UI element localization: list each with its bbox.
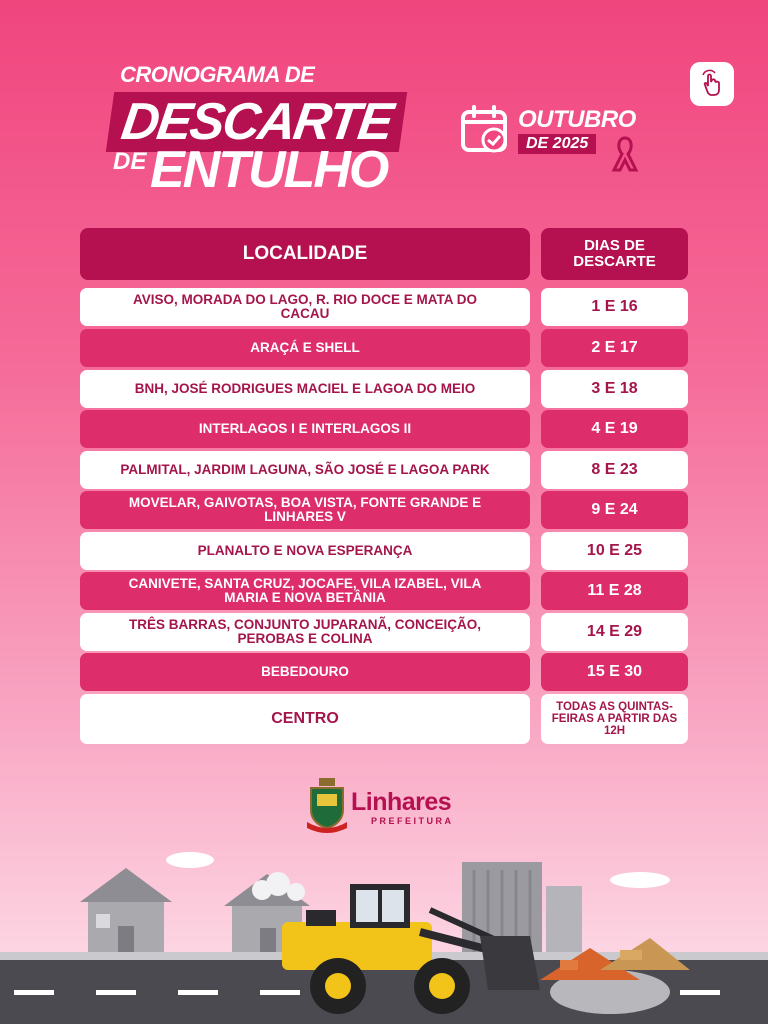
locality-cell: TRÊS BARRAS, CONJUNTO JUPARANÃ, CONCEIÇÃO, PEROBAS E COLINA — [80, 613, 530, 651]
locality-cell: PALMITAL, JARDIM LAGUNA, SÃO JOSÉ E LAGOA PARK — [80, 451, 530, 489]
logo-subtitle: PREFEITURA — [371, 816, 454, 826]
days-cell: 1 E 16 — [541, 288, 688, 326]
days-cell: 3 E 18 — [541, 370, 688, 408]
days-cell: 8 E 23 — [541, 451, 688, 489]
month-label: OUTUBRO — [518, 106, 636, 133]
title-top: CRONOGRAMA DE — [120, 62, 315, 87]
title-entulho: ENTULHO — [150, 141, 388, 199]
logo-name: Linhares — [351, 788, 452, 816]
table-row — [80, 288, 688, 326]
locality-cell: ARAÇÁ E SHELL — [80, 329, 530, 367]
coat-of-arms-icon — [305, 778, 349, 834]
locality-cell: BEBEDOURO — [80, 653, 530, 691]
locality-cell: INTERLAGOS I E INTERLAGOS II — [80, 410, 530, 448]
locality-cell: MOVELAR, GAIVOTAS, BOA VISTA, FONTE GRANDE E LINHARES V — [80, 491, 530, 529]
table-row — [80, 613, 688, 651]
table-row — [80, 370, 688, 408]
cloud-icon — [166, 852, 670, 888]
days-cell: 11 E 28 — [541, 572, 688, 610]
touch-button[interactable] — [690, 62, 734, 106]
pointer-hand-icon — [697, 69, 727, 99]
header-locality: LOCALIDADE — [80, 228, 530, 280]
header-days: DIAS DE DESCARTE — [541, 228, 688, 280]
days-cell: 14 E 29 — [541, 613, 688, 651]
days-cell: 10 E 25 — [541, 532, 688, 570]
days-cell: TODAS AS QUINTAS-FEIRAS A PARTIR DAS 12H — [541, 694, 688, 744]
days-cell: 4 E 19 — [541, 410, 688, 448]
locality-cell: PLANALTO E NOVA ESPERANÇA — [80, 532, 530, 570]
table-row — [80, 491, 688, 529]
table-row — [80, 329, 688, 367]
year-label: DE 2025 — [518, 134, 596, 154]
locality-cell: AVISO, MORADA DO LAGO, R. RIO DOCE E MATA DO CACAU — [80, 288, 530, 326]
title-de: DE — [113, 148, 147, 175]
table-row — [80, 410, 688, 448]
table-row — [80, 572, 688, 610]
days-cell: 2 E 17 — [541, 329, 688, 367]
prefeitura-logo — [305, 778, 475, 834]
locality-cell: CANIVETE, SANTA CRUZ, JOCAFE, VILA IZABEL, VILA MARIA E NOVA BETÂNIA — [80, 572, 530, 610]
table-row — [80, 451, 688, 489]
table-row — [80, 694, 688, 744]
days-cell: 15 E 30 — [541, 653, 688, 691]
table-row — [80, 532, 688, 570]
awareness-ribbon-icon — [610, 134, 640, 174]
calendar-check-icon — [460, 104, 512, 156]
table-row — [80, 653, 688, 691]
locality-cell: BNH, JOSÉ RODRIGUES MACIEL E LAGOA DO MEIO — [80, 370, 530, 408]
days-cell: 9 E 24 — [541, 491, 688, 529]
locality-cell: CENTRO — [80, 694, 530, 744]
construction-scene-illustration — [0, 840, 768, 1024]
title-main: DESCARTE — [106, 92, 408, 152]
date-badge — [460, 104, 660, 174]
